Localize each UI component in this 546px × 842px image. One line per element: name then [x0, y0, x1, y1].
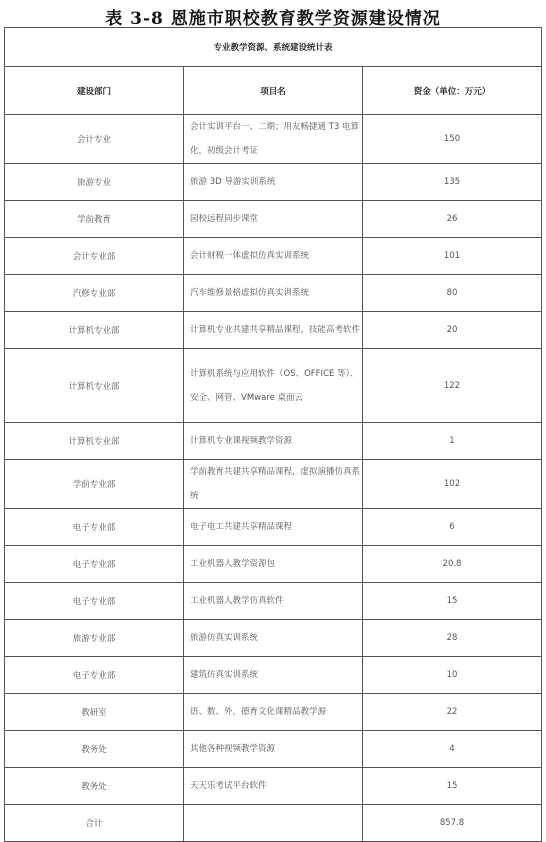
fund-cell: 6: [363, 509, 542, 546]
project-cell: [184, 423, 363, 460]
dept-cell: 计算机专业部: [5, 312, 184, 349]
table-row: [5, 731, 542, 768]
table-row: [5, 694, 542, 731]
project-text: 旅游 3D 导游实训系统: [190, 177, 276, 187]
project-cell: [184, 509, 363, 546]
project-cell: [184, 731, 363, 768]
dept-cell: 学前教育: [5, 201, 184, 238]
table-row: [5, 164, 542, 201]
project-text: 园校远程同步课堂: [190, 214, 259, 224]
project-text: 天天乐考试平台软件: [190, 781, 267, 791]
header-fund: 资金（单位：万元）: [363, 67, 542, 115]
header-row: [5, 67, 542, 115]
project-cell: [184, 349, 363, 423]
project-text: 建筑仿真实训系统: [190, 670, 259, 680]
dept-cell: 会计专业部: [5, 238, 184, 275]
project-text: 会计财税一体虚拟仿真实训系统: [190, 251, 310, 261]
project-text: 工业机器人教学仿真软件: [190, 596, 284, 606]
project-text: 学前教育共建共享精品课程，虚拟演播仿真系统: [190, 467, 361, 501]
table-row: [5, 115, 542, 164]
fund-cell: 1: [363, 423, 542, 460]
fund-cell: 28: [363, 620, 542, 657]
fund-cell: 20: [363, 312, 542, 349]
project-text: 其他各种视频教学资源: [190, 744, 276, 754]
fund-cell: 26: [363, 201, 542, 238]
project-cell: [184, 546, 363, 583]
table-row: [5, 460, 542, 509]
dept-cell: 会计专业: [5, 115, 184, 164]
dept-cell: 计算机专业部: [5, 349, 184, 423]
table-row: [5, 583, 542, 620]
resource-table: [4, 27, 542, 842]
dept-cell: 汽修专业部: [5, 275, 184, 312]
table-caption: 表 3-8 恩施市职校教育教学资源建设情况: [105, 9, 441, 29]
project-cell: [184, 805, 363, 842]
project-cell: [184, 275, 363, 312]
fund-cell: 20.8: [363, 546, 542, 583]
project-text: 计算机专业共建共享精品课程，技能高考软件: [190, 325, 361, 335]
dept-cell: 教研室: [5, 694, 184, 731]
fund-cell: 15: [363, 768, 542, 805]
project-cell: [184, 460, 363, 509]
dept-cell: 电子专业部: [5, 546, 184, 583]
dept-cell: 电子专业部: [5, 657, 184, 694]
fund-cell: 22: [363, 694, 542, 731]
project-text: 汽车维修景格虚拟仿真实训系统: [190, 288, 310, 298]
dept-cell: 计算机专业部: [5, 423, 184, 460]
table-row: [5, 349, 542, 423]
project-text: 会计实训平台一、二期；用友畅捷通 T3 电算化，初级会计考证: [190, 122, 360, 156]
project-text: 计算机系统与应用软件（OS、OFFICE 等）、安全、网管、VMware 桌面云: [190, 368, 359, 403]
dept-cell: 学前专业部: [5, 460, 184, 509]
dept-cell: 合计: [5, 805, 184, 842]
dept-cell: 教务处: [5, 731, 184, 768]
dept-cell: 旅游专业: [5, 164, 184, 201]
fund-cell: 122: [363, 349, 542, 423]
table-row: [5, 620, 542, 657]
header-project: 项目名: [184, 67, 363, 115]
fund-cell: 857.8: [363, 805, 542, 842]
project-text: 工业机器人教学资源包: [190, 559, 276, 569]
project-cell: [184, 694, 363, 731]
table-row: [5, 238, 542, 275]
fund-cell: 102: [363, 460, 542, 509]
fund-cell: 135: [363, 164, 542, 201]
fund-cell: 10: [363, 657, 542, 694]
table-row: [5, 275, 542, 312]
total-row: [5, 805, 542, 842]
fund-cell: 15: [363, 583, 542, 620]
subtitle-row: [5, 28, 542, 67]
project-cell: [184, 768, 363, 805]
fund-cell: 150: [363, 115, 542, 164]
project-text: 电子电工共建共享精品课程: [190, 522, 293, 532]
project-text: 语、数、外，德育文化课精品教学源: [190, 707, 327, 717]
project-cell: [184, 312, 363, 349]
project-cell: [184, 115, 363, 164]
project-text: 旅游仿真实训系统: [190, 633, 259, 643]
fund-cell: 4: [363, 731, 542, 768]
fund-cell: 80: [363, 275, 542, 312]
table-subtitle: 专业教学资源、系统建设统计表: [5, 28, 542, 67]
table-row: [5, 768, 542, 805]
project-cell: [184, 657, 363, 694]
dept-cell: 教务处: [5, 768, 184, 805]
header-dept: 建设部门: [5, 67, 184, 115]
dept-cell: 旅游专业部: [5, 620, 184, 657]
table-row: [5, 201, 542, 238]
table-row: [5, 509, 542, 546]
table-row: [5, 657, 542, 694]
table-row: [5, 423, 542, 460]
fund-cell: 101: [363, 238, 542, 275]
project-cell: [184, 583, 363, 620]
table-row: [5, 546, 542, 583]
dept-cell: 电子专业部: [5, 509, 184, 546]
project-cell: [184, 164, 363, 201]
project-cell: [184, 238, 363, 275]
table-row: [5, 312, 542, 349]
dept-cell: 电子专业部: [5, 583, 184, 620]
project-text: 计算机专业课视频教学资源: [190, 436, 293, 446]
project-cell: [184, 201, 363, 238]
project-cell: [184, 620, 363, 657]
